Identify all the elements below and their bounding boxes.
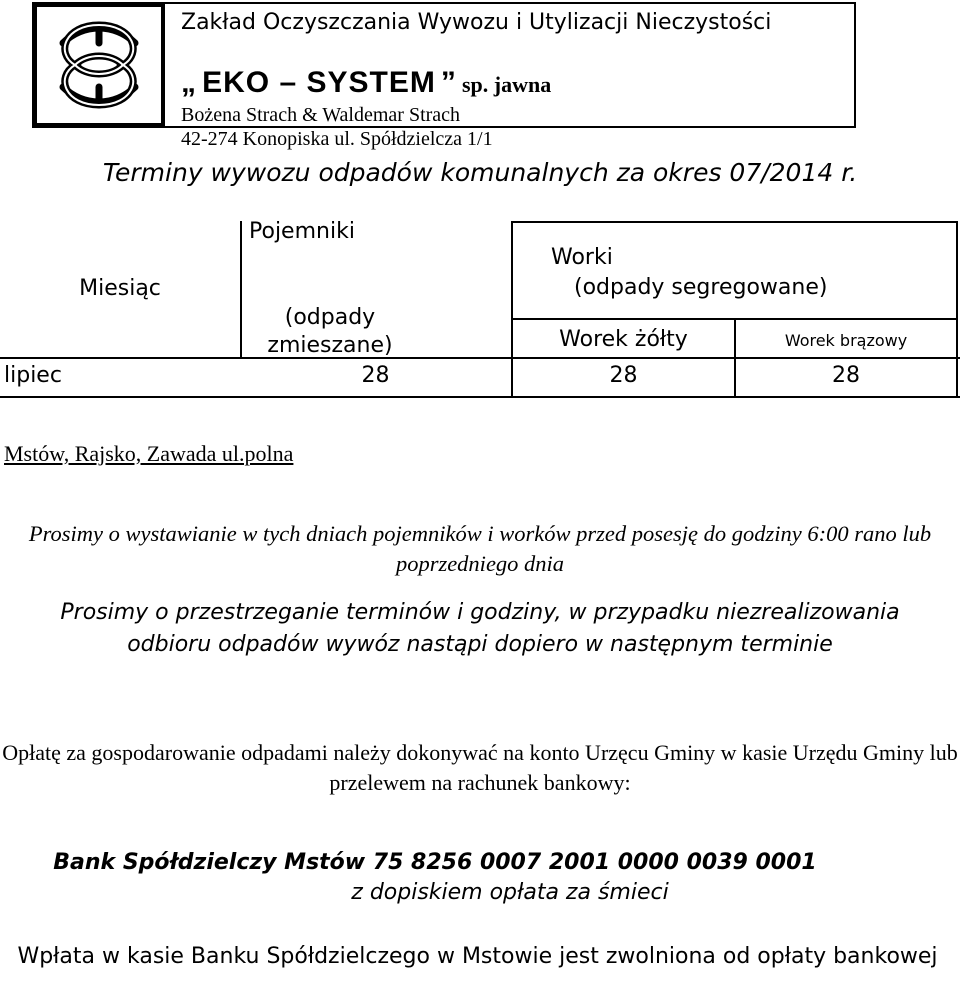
notice-placement: Prosimy o wystawianie w tych dniach pojemników i worków przed posesję do godziny 6:00 rano lub poprzedniego dnia [28, 521, 932, 576]
row-brown-bag-date: 28 [832, 363, 860, 388]
row-containers-date: 28 [361, 363, 390, 388]
column-header-brown-bag: Worek brązowy [784, 331, 908, 350]
brand-close-quote: ” [440, 66, 457, 99]
notice-payment: Opłatę za gospodarowanie odpadami należy dokonywać na konto Urzęcu Gminy w kasie Urzędu Gminy lub przelewem na rachunek bankowy: [2, 740, 958, 795]
company-logo [33, 3, 165, 127]
brand-name: EKO – SYSTEM [202, 66, 436, 99]
bank-note: z dopiskiem opłata za śmieci [351, 880, 669, 905]
bank-account: Bank Spółdzielczy Mstów 75 8256 0007 2001 0000 0039 0001 [53, 850, 817, 875]
column-header-containers-sub-line1: (odpady [284, 305, 376, 330]
column-header-month: Miesiąc [79, 276, 161, 301]
celtic-knot-icon [43, 13, 155, 117]
column-header-containers-sub-line2: zmieszane) [267, 333, 393, 357]
column-header-containers-sub-clip [240, 333, 420, 357]
legal-form: sp. jawna [462, 72, 552, 97]
column-header-bags: Worki [551, 245, 613, 270]
notice-fee-exemption: Wpłata w kasie Banku Spółdzielczego w Mstowie jest zwolniona od opłaty bankowej [17, 944, 938, 969]
brand-open-quote: „ [181, 66, 197, 99]
row-yellow-bag-date: 28 [609, 363, 638, 388]
column-header-bags-sub: (odpady segregowane) [574, 275, 828, 300]
company-owners: Bożena Strach & Waldemar Strach [181, 104, 461, 126]
column-header-yellow-bag: Worek żółty [559, 327, 688, 352]
schedule-table [0, 221, 960, 399]
page-title: Terminy wywozu odpadów komunalnych za okres 07/2014 r. [102, 158, 858, 187]
row-month: lipiec [4, 363, 62, 388]
company-name: Zakład Oczyszczania Wywozu i Utylizacji Nieczystości [181, 10, 772, 35]
column-header-containers: Pojemniki [249, 219, 355, 244]
company-brand-line [181, 66, 551, 100]
notice-deadlines: Prosimy o przestrzeganie terminów i godziny, w przypadku niezrealizowania odbioru odpadów wywóz nastąpi dopiero w następnym terminie [60, 600, 900, 657]
location-label: Mstów, Rajsko, Zawada ul.polna [4, 441, 294, 466]
company-address: 42-274 Konopiska ul. Spółdzielcza 1/1 [181, 128, 493, 150]
